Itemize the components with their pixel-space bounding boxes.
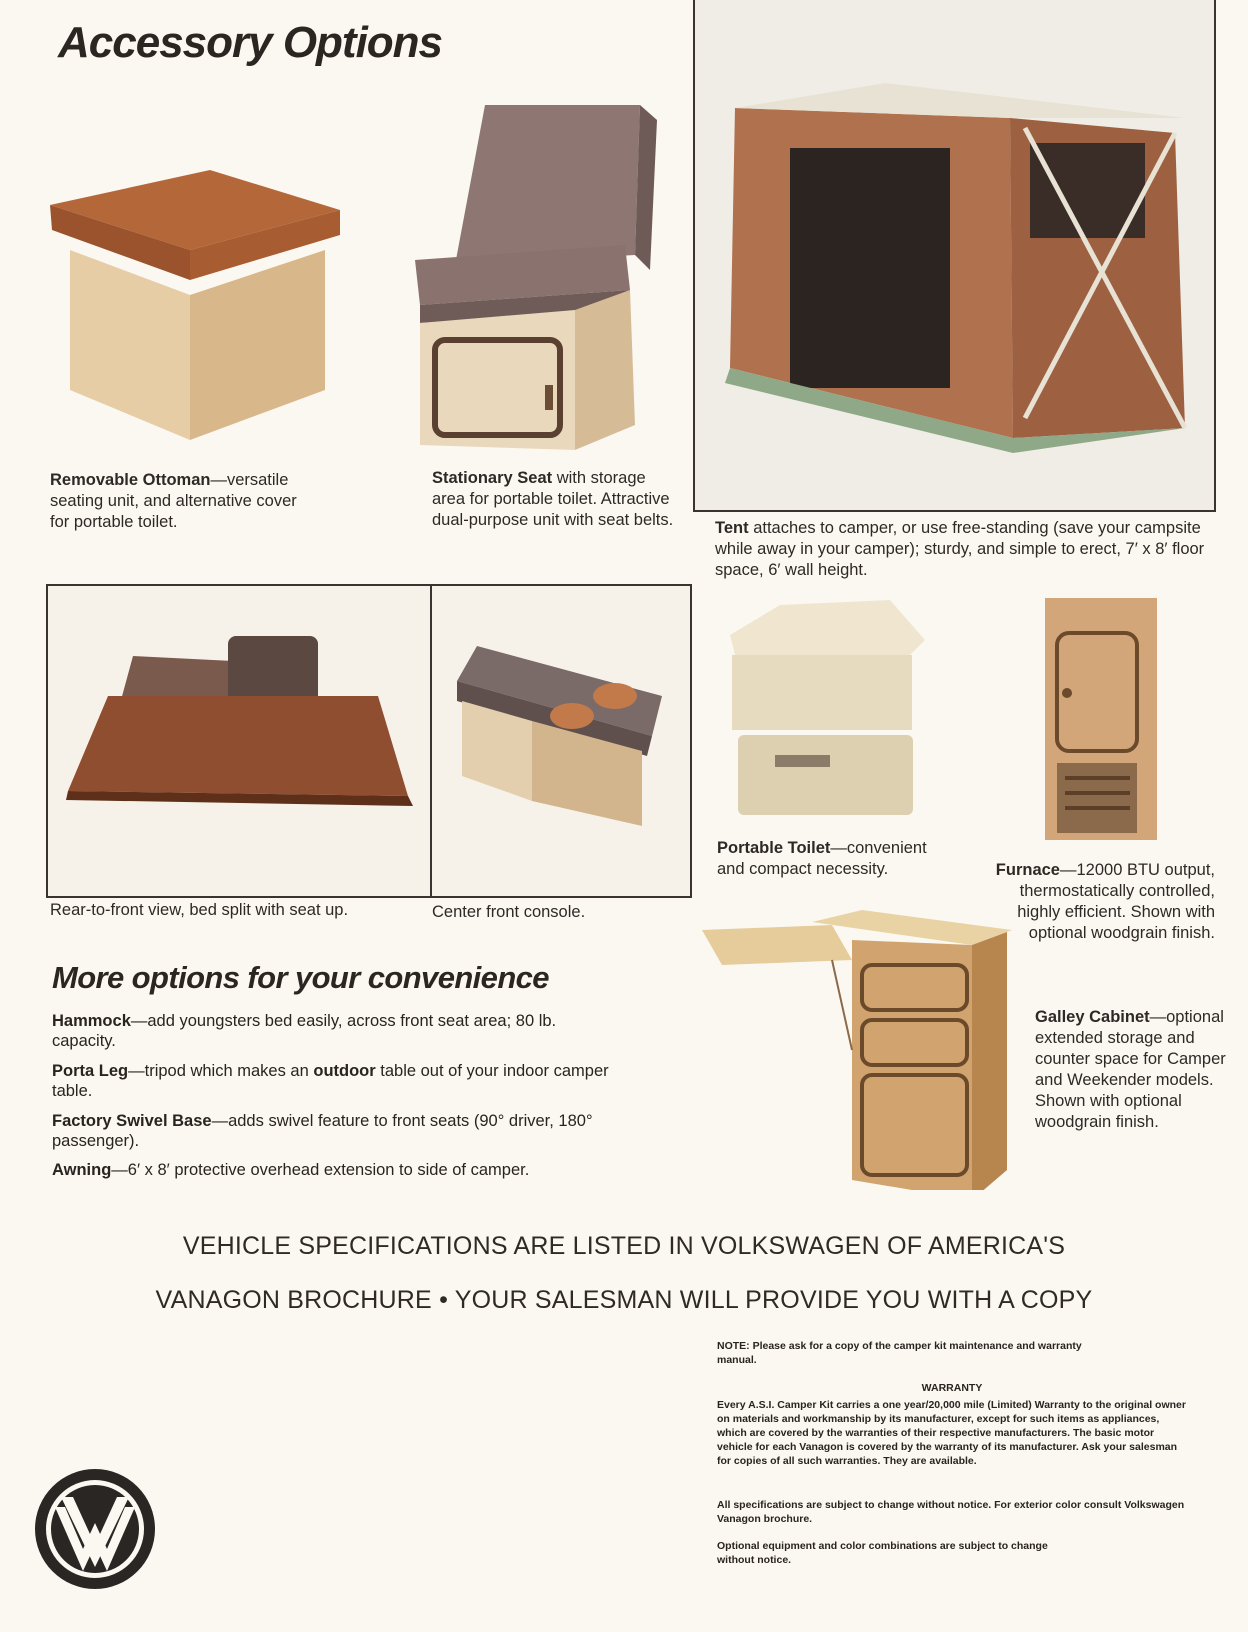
toilet-desc: —convenient and compact necessity. <box>717 839 927 878</box>
option-name: Factory Swivel Base <box>52 1112 212 1130</box>
note-text: NOTE: Please ask for a copy of the camper kit maintenance and warranty manual. <box>717 1340 1082 1366</box>
option-hammock <box>52 1011 612 1051</box>
furnace-caption <box>990 860 1215 944</box>
furnace-image <box>1045 598 1160 843</box>
option-desc: —6′ x 8′ protective overhead extension to side of camper. <box>111 1161 530 1179</box>
toilet-image <box>720 595 940 825</box>
option-desc: table out of your indoor camper table. <box>52 1062 609 1100</box>
seat-caption <box>432 468 682 531</box>
tent-photo-frame <box>693 0 1216 512</box>
banner-line-2: VANAGON BROCHURE • YOUR SALESMAN WILL PROVIDE YOU WITH A COPY <box>155 1286 1093 1314</box>
option-porta-leg <box>52 1061 612 1101</box>
option-bold: outdoor <box>313 1062 376 1080</box>
option-name: Awning <box>52 1161 112 1179</box>
toilet-name: Portable Toilet <box>717 839 831 857</box>
warranty-title: WARRANTY <box>921 1382 983 1394</box>
toilet-caption <box>717 838 957 880</box>
option-name: Porta Leg <box>52 1062 129 1080</box>
seat-image <box>395 95 675 465</box>
specs-text: All specifications are subject to change without notice. For exterior color consult Volkswagen Vanagon brochure. <box>717 1499 1185 1525</box>
bed-image <box>48 586 430 896</box>
option-desc: —tripod which makes an <box>128 1062 314 1080</box>
ottoman-image <box>40 150 340 450</box>
galley-cabinet-image <box>702 910 1022 1190</box>
tent-caption <box>715 518 1215 581</box>
warranty-text: Every A.S.I. Camper Kit carries a one year/20,000 mile (Limited) Warranty to the original owner on materials and workmanship by its manufacturer, except for such items as appliances, which are covered by the warranties of their respective manufacturers. The basic motor vehicle for each Vanagon is covered by the warranty of its manufacturer. Ask your salesman for copies of all such warranties. They are available. <box>717 1399 1186 1467</box>
option-desc: —add youngsters bed easily, across front seat area; 80 lb. capacity. <box>52 1012 557 1050</box>
galley-name: Galley Cabinet <box>1035 1008 1150 1026</box>
seat-desc: with storage area for portable toilet. Attractive dual-purpose unit with seat belts. <box>432 469 674 529</box>
ottoman-name: Removable Ottoman <box>50 471 211 489</box>
ottoman-desc: —versatile seating unit, and alternative cover for portable toilet. <box>50 471 297 531</box>
banner-line-1: VEHICLE SPECIFICATIONS ARE LISTED IN VOLKSWAGEN OF AMERICA'S <box>182 1232 1066 1260</box>
console-photo-frame <box>430 584 692 898</box>
more-options-title: More options for your convenience <box>52 960 549 995</box>
option-swivel-base <box>52 1111 612 1151</box>
optional-text: Optional equipment and color combinations are subject to change without notice. <box>717 1540 1048 1566</box>
console-image <box>432 586 690 896</box>
option-desc: —adds swivel feature to front seats (90° driver, 180° passenger). <box>52 1112 593 1150</box>
tent-image <box>695 0 1214 510</box>
furnace-desc: —12000 BTU output, thermostatically controlled, highly efficient. Shown with optional woodgrain finish. <box>1017 861 1215 942</box>
option-awning <box>52 1160 612 1180</box>
bed-photo-frame <box>46 584 432 898</box>
page-title: Accessory Options <box>58 18 443 67</box>
tent-name: Tent <box>715 519 749 537</box>
galley-desc: —optional extended storage and counter space for Camper and Weekender models. Shown with optional woodgrain finish. <box>1035 1008 1226 1131</box>
seat-name: Stationary Seat <box>432 469 553 487</box>
furnace-name: Furnace <box>995 861 1060 879</box>
console-caption: Center front console. <box>432 903 586 921</box>
option-name: Hammock <box>52 1012 131 1030</box>
vw-logo-icon <box>33 1467 157 1591</box>
galley-caption <box>1035 1007 1230 1133</box>
tent-desc: attaches to camper, or use free-standing (save your campsite while away in your camper); sturdy, and simple to erect, 7′ x 8′ floor space, 6′ wall height. <box>715 519 1205 579</box>
ottoman-caption <box>50 470 320 533</box>
bed-caption: Rear-to-front view, bed split with seat up. <box>50 901 349 919</box>
